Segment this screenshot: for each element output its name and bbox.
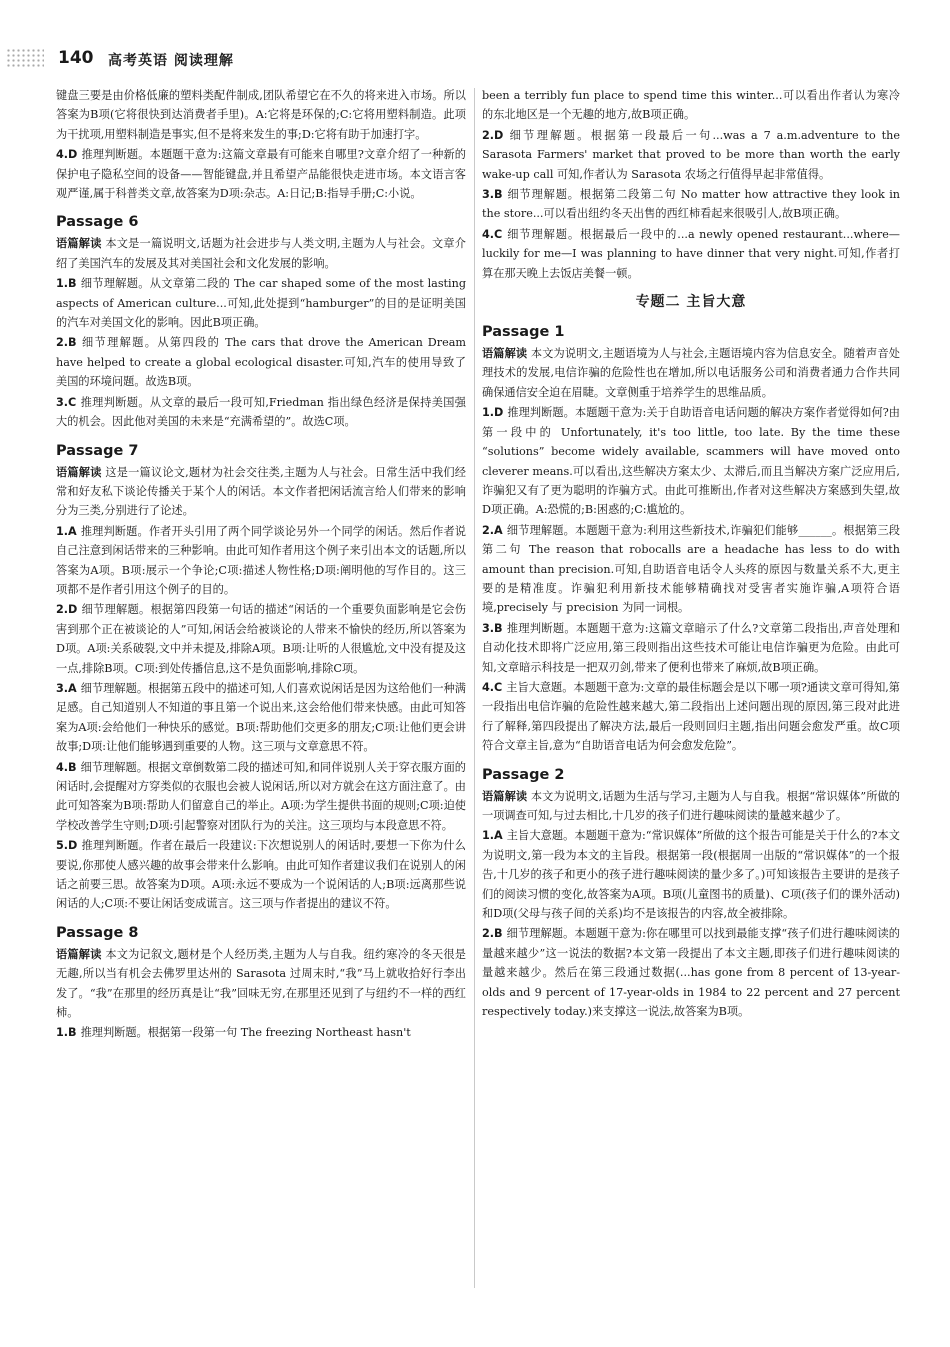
answer-number: 2.A [482,523,503,537]
answer-item [56,1023,466,1042]
passage-title: Passage 6 [56,214,139,231]
answer-text: 细节理解题。从文章第二段的 The car shaped some of the most lasting aspects of American culture...可知,此处提到“hamburger”的目的是证明美国的汽车对美国文化的影响。因此B项正确。 [56,277,466,330]
analysis-label: 语篇解读 [482,347,528,361]
page-title: 高考英语 阅读理解 [108,53,234,69]
answer-item [482,521,900,618]
answer-number: 4.C [482,680,503,694]
page-header [0,0,950,78]
answer-text: 推理判断题。本题题干意为:这篇文章暗示了什么?文章第二段指出,声音处理和自动化技术即将广泛应用,第三段则指出这些技术可能让电信诈骗更为危险。由此可知,文章暗示科技是一把双刃剑,带来了便利也带来了麻烦,故B项正确。 [482,621,900,674]
answer-text: 推理判断题。从文章的最后一段可知,Friedman 指出绿色经济是保持美国强大的机会。因此他对美国的未来是“充满希望的”。故选C项。 [56,395,466,429]
answer-number: 3.B [482,188,503,202]
answer-number: 4.D [56,148,78,162]
answer-text: 细节理解题。根据文章倒数第二段的描述可知,和同伴说别人关于穿衣服方面的闲话时,会提醒对方穿类似的衣服也会被人说闲话,所以对方就会在这方面注意了。由此可知答案为B项:帮助人们留意自己的举止。A项:为学生提供书面的规则;C项:迫使学校改善学生守则;D项:引起警察对团队行为的关注。这三项均与本段意思不符。 [56,760,466,832]
answer-item [56,600,466,678]
answer-text: 推理判断题。本题题干意为:这篇文章最有可能来自哪里?文章介绍了一种新的保护电子隐私空间的设备——智能键盘,并且希望产品能很快走进市场。本文语言客观严谨,属于科普类文章,故答案为D项:杂志。A:日记;B:指导手册;C:小说。 [56,148,466,201]
intro-paragraph: 键盘三要是由价格低廉的塑料类配件制成,团队希望它在不久的将来进入市场。所以答案为B项(它将很快到达消费者手里)。A:它将是环保的;C:它将用塑料制造。此项为干扰项,用塑料制造是事实,但不是将来发生的事;D:它将有助于加速打字。 [56,89,466,141]
answer-item [56,836,466,914]
answer-text: 推理判断题。本题题干意为:关于自助语音电话问题的解决方案作者觉得如何?由第一段中的 Unfortunately, it's too little, too late. By the time these “solutions” become widely available, scammers will have moved onto cleverer means.可以看出,这些解决方案太少、太滞后,而且当解决方案广泛应用后,诈骗犯又有了更为聪明的诈骗方式。由此可推断出,作者对这些解决方案感到失望,故D项正确。A:恐慌的;B:困惑的;C:尴尬的。 [482,406,900,517]
answer-text: 推理判断题。作者开头引用了两个同学谈论另外一个同学的闲话。然后作者说自己注意到闲话带来的三种影响。由此可知作者用这个例子来引出本文的话题,所以答案为A项。B项:展示一个争论;C项:描述人物性格;D项:阐明他的写作目的。这三项都不是作者引用这个例子的目的。 [56,524,466,596]
answer-text: 细节理解题。根据第四段第一句话的描述“闲话的一个重要负面影响是它会伤害到那个正在被谈论的人”可知,闲话会给被谈论的人带来不愉快的经历,所以答案为D项。A项:关系破裂,文中并未提及,排除A项。B项:让听的人很尴尬,文中没有提及这一点,排除B项。C项:到处传播信息,这不是负面影响,排除C项。 [56,603,466,675]
answer-text: 细节理解题。根据第一段最后一句...was a 7 a.m.adventure to the Sarasota Farmers' market that proved to be more than worth the early wake-up call 可知,作者认为 Sarasota 农场之行值得早起非常值得。 [482,128,900,181]
analysis-text: 本文为说明文,主题语境为人与社会,主题语境内容为信息安全。随着声音处理技术的发展,电信诈骗的危险性也在增加,所以电话服务公司和消费者通力合作共同确保通信安全迫在眉睫。文章侧重于培养学生的思维品质。 [482,347,900,399]
left-column [56,86,466,1331]
column-divider [474,88,475,1288]
answer-item [482,826,900,923]
analysis-label: 语篇解读 [56,237,102,251]
answer-number: 1.B [56,1026,77,1040]
answer-text: 细节理解题。本题题干意为:利用这些新技术,诈骗犯们能够______。根据第三段第二句 The reason that robocalls are a headache has less to do with amount than precision.可知,自助语音电话令人头疼的原因与数量关系不大,更主要的是精准度。诈骗犯利用新技术能够精确找对受害者实施诈骗,A项符合语境,precisely 与 precision 为同一词根。 [482,523,900,615]
dot-pattern-decoration [6,48,44,68]
answer-text: 主旨大意题。本题题干意为:文章的最佳标题会是以下哪一项?通读文章可得知,第一段指出电信诈骗的危险性越来越大,第二段指出上述问题出现的原因,第三段对此进行了解释,第四段提出了解决方法,最后一段则回归主题,指出问题会愈发严重。故C项符合文章主旨,意为“自助语音电话为何会愈发危险”。 [482,680,900,753]
analysis-label: 语篇解读 [56,465,102,479]
answer-text: 细节理解题。根据最后一段中的...a newly opened restaurant...where—luckily for me—I was planning to have dinner that very night.可知,作者打算在那天晚上去饭店美餐一顿。 [482,227,900,280]
passage-title: Passage 2 [482,766,565,783]
passage-analysis [56,945,466,1023]
answer-number: 1.B [56,277,77,291]
answer-number: 2.B [482,927,503,941]
answer-item [56,145,466,203]
answer-item [482,924,900,1021]
passage-title: Passage 8 [56,924,139,941]
answer-item [56,333,466,391]
continued-paragraph: been a terribly fun place to spend time this winter...可以看出作者认为寒冷的东北地区是一个无趣的地方,故B项正确。 [482,89,900,122]
analysis-text: 这是一篇议论文,题材为社会交往类,主题为人与社会。日常生活中我们经常和好友私下谈论传播关于某个人的闲话。本文作者把闲话流言给人们带来的影响分为三类,分别进行了论述。 [56,465,466,518]
answer-text: 推理判断题。根据第一段第一句 The freezing Northeast hasn't [80,1026,411,1040]
answer-text: 细节理解题。本题题干意为:你在哪里可以找到最能支撑“孩子们进行趣味阅读的量越来越少”这一说法的数据?本文第一段提出了本文主题,即孩子们进行趣味阅读的量越来越少。然后在第三段通过数据(...has gone from 8 percent of 13-year-olds and 9 percent of 17-year-olds in 1984 to 22 percent and 27 percent respectively today.)来支撑这一说法,故答案为B项。 [482,927,900,1019]
page-number: 140 [58,48,94,68]
answer-text: 主旨大意题。本题题干意为:“常识媒体”所做的这个报告可能是关于什么的?本文为说明文,第一段为本文的主旨段。根据第一段(根据周一出版的“常识媒体”的一个报告,十几岁的孩子和更小的孩子进行趣味阅读的量少多了。)可知该报告主要讲的是孩子们的阅读习惯的变化,故答案为A项。B项(儿童图书的质量)、C项(孩子们的课外活动)和D项(父母与孩子间的关系)均不是该报告的内容,故全被排除。 [482,829,900,921]
answer-item [482,225,900,283]
answer-item [56,522,466,600]
answer-number: 1.D [482,406,504,420]
answer-item [482,678,900,756]
answer-number: 2.D [482,128,504,142]
passage-analysis [56,463,466,521]
analysis-text: 本文为说明文,话题为生活与学习,主题为人与自我。根据“常识媒体”所做的一项调查可知,与过去相比,十几岁的孩子们进行趣味阅读的量越来越少了。 [482,789,900,822]
passage-analysis [56,234,466,273]
answer-item [56,758,466,836]
analysis-label: 语篇解读 [56,947,102,961]
answer-item [56,679,466,757]
analysis-label: 语篇解读 [482,789,528,803]
answer-number: 1.A [482,829,503,843]
analysis-text: 本文是一篇说明文,话题为社会进步与人类文明,主题为人与社会。文章介绍了美国汽车的发展及其对美国社会和文化发展的影响。 [56,237,466,270]
passage-analysis [482,787,900,826]
answer-text: 推理判断题。作者在最后一段建议:下次想说别人的闲话时,要想一下你为什么要说,你那使人感兴趣的故事会带来什么影响。由此可知作者建议我们在说别人的闲话之前要三思。故答案为D项。A项:永远不要成为一个说闲话的人;B项:远离那些说闲话的人;C项:不要让闲话变成谎言。这三项与作者提出的建议不符。 [56,839,466,911]
answer-item [482,185,900,224]
answer-item [482,619,900,677]
answer-number: 2.D [56,603,78,617]
answer-item [56,274,466,332]
answer-number: 3.B [482,621,503,635]
answer-number: 5.D [56,839,78,853]
answer-number: 3.C [56,395,77,409]
answer-number: 2.B [56,336,77,350]
answer-number: 3.A [56,681,77,695]
answer-text: 细节理解题。根据第五段中的描述可知,人们喜欢说闲话是因为这给他们一种满足感。自己知道别人不知道的事且第一个说出来,这会给他们带来快感。由此可知答案为A项:会给他们一种快乐的感觉。B项:帮助他们交更多的朋友;C项:让他们更会讲故事;D项:让他们能够遇到重要的人物。这三项与文章意思不符。 [56,681,466,754]
answer-item [482,126,900,184]
answer-item [482,403,900,519]
analysis-text: 本文为记叙文,题材是个人经历类,主题为人与自我。纽约寒冷的冬天很是无趣,所以当有机会去佛罗里达州的 Sarasota 过周末时,“我”马上就收拾好行李出发了。“我”在那里的经历真是让“我”回味无穷,在那里还见到了与纽约不一样的西红柿。 [56,947,466,1020]
right-column [482,86,900,1331]
answer-item [56,393,466,432]
passage-analysis [482,344,900,402]
passage-title: Passage 1 [482,324,565,341]
answer-text: 细节理解题。根据第二段第二句 No matter how attractive they look in the store...可以看出纽约冬天出售的西红柿看起来很吸引人,故B项正确。 [482,188,900,221]
answer-text: 细节理解题。从第四段的 The cars that drove the American Dream have helped to create a global ecological disaster.可知,汽车的使用导致了美国的环境问题。故选B项。 [56,336,466,389]
topic-heading: 专题二 主旨大意 [635,294,747,311]
answer-number: 1.A [56,524,77,538]
answer-number: 4.B [56,760,77,774]
answer-number: 4.C [482,227,503,241]
passage-title: Passage 7 [56,442,139,459]
